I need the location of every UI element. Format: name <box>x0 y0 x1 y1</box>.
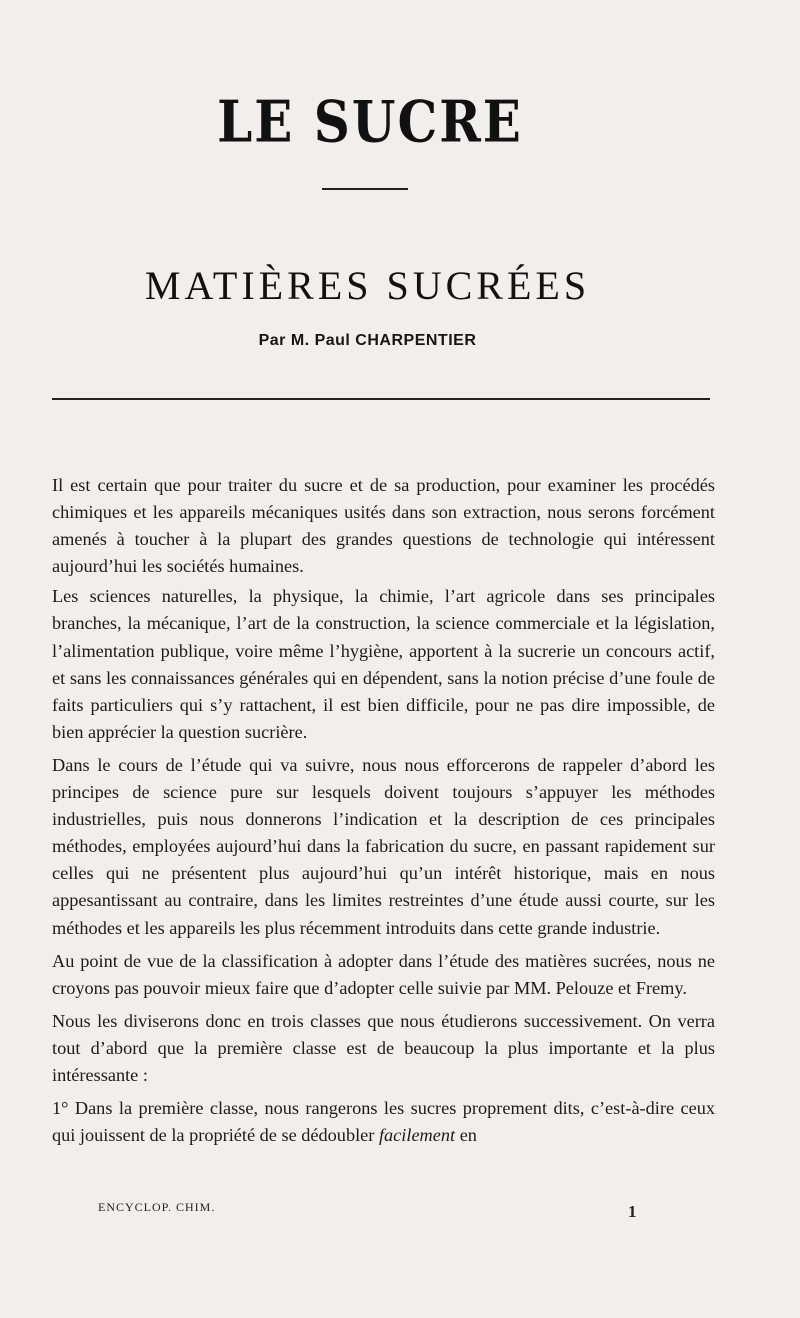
author-line: Par M. Paul CHARPENTIER <box>258 332 477 349</box>
author-divider <box>52 398 710 400</box>
article-body <box>52 472 715 1155</box>
paragraph-text-end: en <box>459 1125 477 1146</box>
section-subtitle: MATIÈRES SUCRÉES <box>144 263 591 308</box>
paragraph: Dans le cours de l’étude qui va suivre, nous nous efforcerons de rappeler d’abord les principes de science pure sur lesquels doivent toujours s’appuyer les méthodes industrielles, puis nous donnerons l’indication et la description de ces principales méthodes, employées aujourd’hui dans la fabrication du sucre, en passant rapidement sur celles qui ne présentent plus aujourd’hui qu’un intérêt historique, mais en nous appesantissant au contraire, dans les limites restreintes d’une étude aussi courte, sur les méthodes et les appareils les plus récemment introduits dans cette grande industrie. <box>52 754 715 938</box>
page-number: 1 <box>628 1202 637 1221</box>
italic-emphasis: facilement <box>378 1125 456 1146</box>
paragraph: Les sciences naturelles, la physique, la chimie, l’art agricole dans ses principales branches, la mécanique, l’art de la construction, la science commerciale et la législation, l’alimentation publique, voire même l’hygiène, apportent à la sucrerie un concours actif, et sans les connaissances générales qui en dépendent, sans la notion précise d’une foule de faits particuliers qui s’y rattachent, il est bien difficile, pour ne pas dire impossible, de bien apprécier la question sucrière. <box>52 586 715 742</box>
paragraph-last <box>52 1095 715 1149</box>
paragraph: Il est certain que pour traiter du sucre et de sa production, pour examiner les procédés chimiques et les appareils mécaniques usités dans son extraction, nous serons forcément amenés à toucher à la plupart des grandes questions de technologie qui intéressent aujourd’hui les sociétés humaines. <box>52 475 715 577</box>
paragraph: Nous les diviserons donc en trois classes que nous étudierons successivement. On verra tout d’abord que la première classe est de beaucoup la plus importante et la plus intéressante : <box>52 1010 715 1085</box>
paragraph-text: 1° Dans la première classe, nous rangerons les sucres proprement dits, c’est-à-dire ceux qui jouissent de la propriété de se dédoubler <box>52 1098 715 1146</box>
paragraph: Au point de vue de la classification à adopter dans l’étude des matières sucrées, nous ne croyons pas pouvoir mieux faire que d’adopter celle suivie par MM. Pelouze et Fremy. <box>52 950 715 998</box>
footer-signature: ENCYCLOP. CHIM. <box>98 1200 216 1214</box>
title-divider <box>322 188 408 190</box>
page-title: LE SUCRE <box>217 87 523 156</box>
